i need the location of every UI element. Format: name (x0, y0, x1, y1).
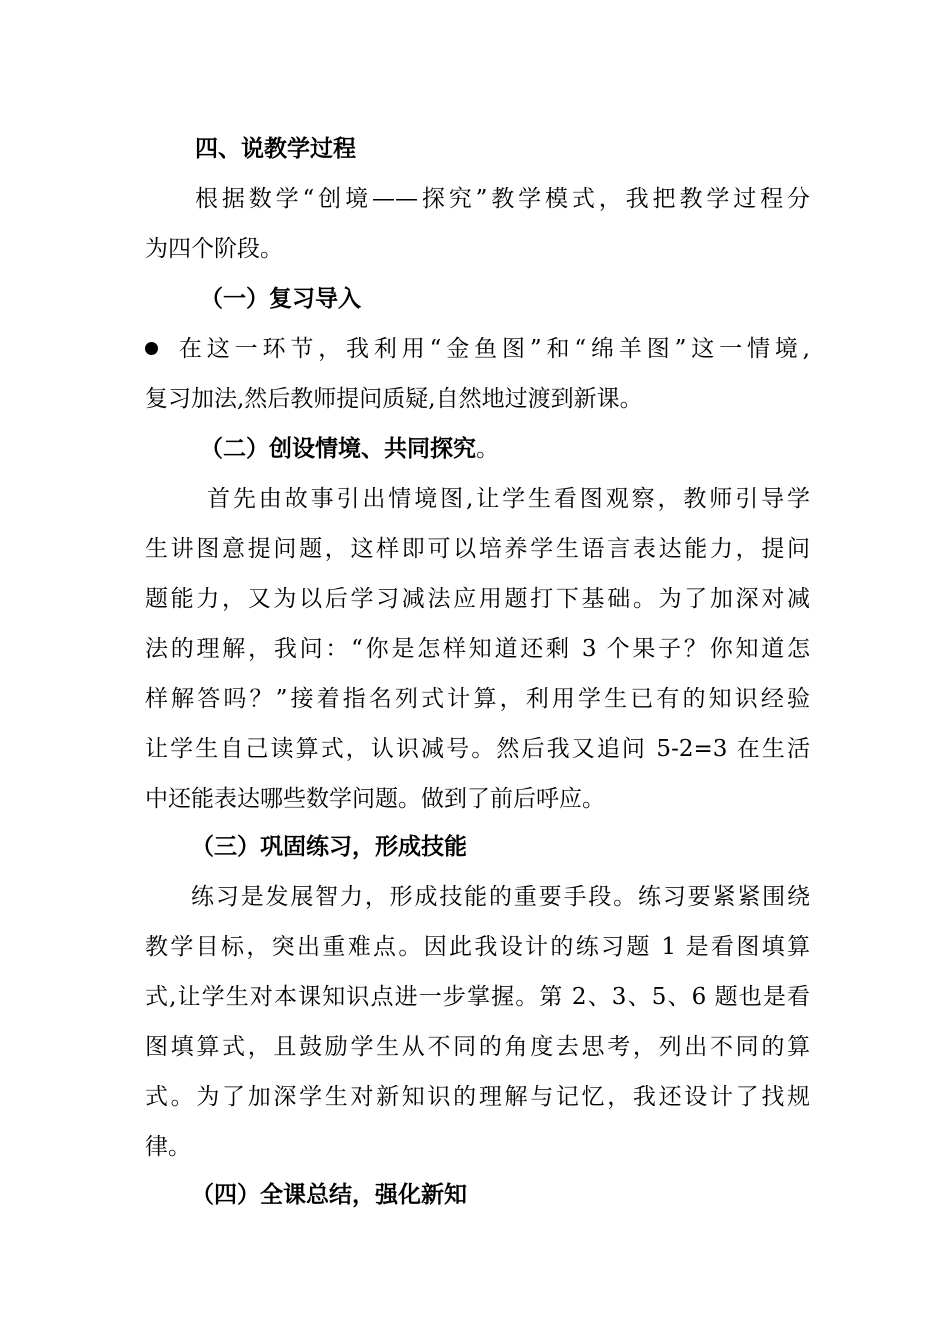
paragraph-line: 样解答吗？”接着指名列式计算，利用学生已有的知识经验 (145, 686, 810, 712)
paragraph-line: 复习加法,然后教师提问质疑,自然地过渡到新课。 (145, 386, 643, 412)
bullet-line (145, 324, 810, 374)
paragraph-line: 式。为了加深学生对新知识的理解与记忆，我还设计了找规 (145, 1084, 810, 1110)
part2-heading-line (145, 424, 810, 474)
part2-paragraph (145, 474, 810, 824)
part2-title: （二）创设情境、共同探究 (200, 435, 476, 462)
bullet-icon (145, 342, 158, 355)
paragraph-line: 教学目标，突出重难点。因此我设计的练习题 1 是看图填算 (145, 934, 810, 960)
paragraph-line: 法的理解，我问：“你是怎样知道还剩 3 个果子？你知道怎 (145, 636, 810, 662)
paragraph-line: 生讲图意提问题，这样即可以培养学生语言表达能力，提问 (145, 536, 810, 562)
paragraph-line: 图填算式，且鼓励学生从不同的角度去思考，列出不同的算 (145, 1034, 810, 1060)
part1-paragraph (145, 324, 810, 424)
part3-heading (145, 822, 810, 872)
part1-title: （一）复习导入 (200, 285, 361, 312)
paragraph-line: 为四个阶段。 (145, 236, 283, 262)
paragraph-line: 首先由故事引出情境图,让学生看图观察，教师引导学 (207, 486, 810, 512)
paragraph-line: 题能力，又为以后学习减法应用题打下基础。为了加深对减 (145, 586, 810, 612)
paragraph-line: 律。 (145, 1134, 191, 1160)
part4-title: （四）全课总结，强化新知 (191, 1181, 467, 1208)
paragraph-line: 根据数学“创境——探究”教学模式，我把教学过程分 (195, 186, 810, 212)
part3-paragraph (145, 872, 810, 1172)
paragraph-line: 式,让学生对本课知识点进一步掌握。第 2、3、5、6 题也是看 (145, 984, 810, 1010)
part2-title-end: 。 (476, 436, 499, 462)
part2-heading (145, 424, 810, 474)
paragraph-text: 在这一环节，我利用“金鱼图”和“绵羊图”这一情境, (174, 336, 810, 362)
intro-paragraph (145, 174, 810, 274)
section-heading (145, 124, 810, 174)
paragraph-line: 练习是发展智力，形成技能的重要手段。练习要紧紧围绕 (191, 884, 810, 910)
part4-heading (145, 1170, 810, 1220)
paragraph-line: 让学生自己读算式，认识减号。然后我又追问 5-2=3 在生活 (145, 736, 810, 762)
section-title: 四、说教学过程 (195, 135, 356, 162)
paragraph-line: 中还能表达哪些数学问题。做到了前后呼应。 (145, 786, 605, 812)
part3-title: （三）巩固练习，形成技能 (191, 833, 467, 860)
part1-heading (145, 274, 810, 324)
